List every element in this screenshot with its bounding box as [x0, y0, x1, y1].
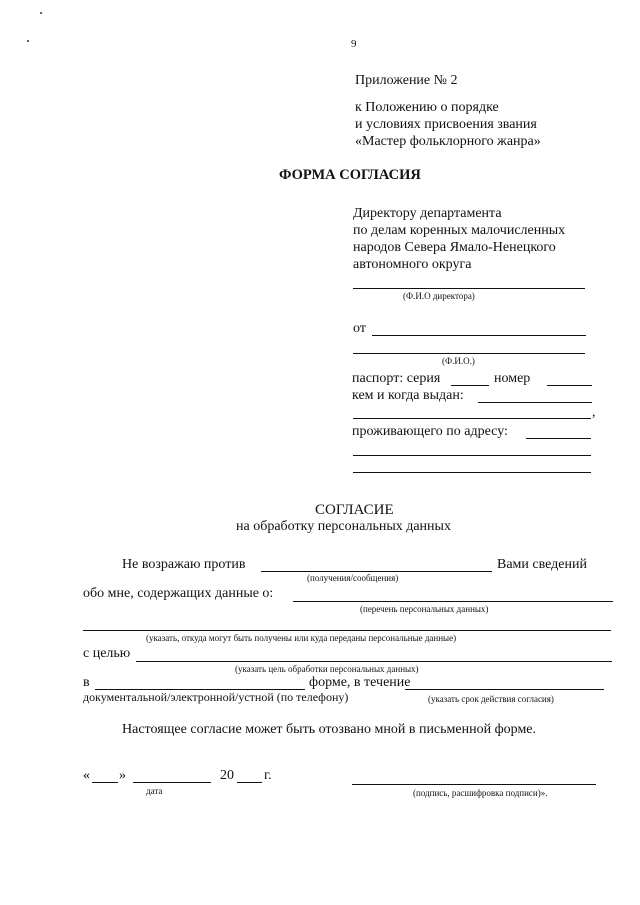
in-label: в [83, 675, 90, 690]
purpose-line[interactable] [136, 661, 612, 662]
consent-subtitle: на обработку персональных данных [236, 519, 451, 534]
action-line[interactable] [261, 571, 492, 572]
scan-speck [40, 12, 42, 14]
consent-title: СОГЛАСИЕ [315, 502, 394, 518]
issued-comma: , [592, 405, 596, 420]
appendix-line: к Положению о порядке [355, 100, 499, 115]
form-types: документальной/электронной/устной (по телефону) [83, 690, 349, 704]
page-number: 9 [351, 38, 357, 50]
date-open-quote: « [83, 768, 90, 783]
director-hint: (Ф.И.О директора) [403, 291, 475, 301]
duration-hint: (указать срок действия согласия) [428, 694, 554, 704]
action-hint: (получения/сообщения) [307, 573, 399, 583]
duration-line[interactable] [405, 689, 604, 690]
personal-data-hint: (перечень персональных данных) [360, 604, 489, 614]
source-hint: (указать, откуда могут быть получены или куда переданы персональные данные) [146, 633, 457, 643]
signature-line[interactable] [352, 784, 596, 785]
date-close-quote: » [119, 768, 126, 783]
issued-label: кем и когда выдан: [352, 388, 464, 403]
passport-series-line[interactable] [451, 385, 489, 386]
from-name-line-2[interactable] [353, 353, 585, 354]
fio-hint: (Ф.И.О.) [442, 356, 475, 366]
personal-data-line[interactable] [293, 601, 613, 602]
passport-number-label: номер [494, 371, 531, 386]
issued-line[interactable] [478, 402, 592, 403]
addressee-line: по делам коренных малочисленных [353, 223, 566, 238]
addressee-line: народов Севера Ямало-Ненецкого [353, 240, 556, 255]
from-name-line[interactable] [372, 335, 586, 336]
signature-hint: (подпись, расшифровка подписи)». [413, 788, 548, 798]
passport-series-label: паспорт: серия [352, 371, 441, 386]
address-label: проживающего по адресу: [352, 424, 508, 439]
year-line[interactable] [237, 782, 262, 783]
address-line[interactable] [526, 438, 591, 439]
month-line[interactable] [133, 782, 211, 783]
year-prefix: 20 [220, 768, 234, 783]
passport-number-line[interactable] [547, 385, 592, 386]
form-title: ФОРМА СОГЛАСИЯ [279, 167, 421, 183]
data-about-label: обо мне, содержащих данные о: [83, 586, 274, 601]
addressee-line: Директору департамента [353, 206, 502, 221]
revocation-text: Настоящее согласие может быть отозвано мной в письменной форме. [122, 722, 537, 737]
director-name-line[interactable] [353, 288, 585, 289]
address-line-3[interactable] [353, 472, 591, 473]
appendix-title: Приложение № 2 [355, 73, 458, 88]
scan-speck [27, 40, 29, 42]
addressee-line: автономного округа [353, 257, 472, 272]
not-object-label: Не возражаю против [122, 557, 246, 572]
day-line[interactable] [92, 782, 118, 783]
appendix-line: и условиях присвоения звания [355, 117, 537, 132]
from-label: от [353, 321, 366, 336]
form-label: форме, в течение [309, 675, 411, 690]
address-line-2[interactable] [353, 455, 591, 456]
source-line[interactable] [83, 630, 611, 631]
date-hint: дата [146, 786, 163, 796]
purpose-label: с целью [83, 646, 131, 661]
purpose-hint: (указать цель обработки персональных данных) [235, 664, 419, 674]
issued-line-2[interactable] [353, 418, 591, 419]
your-info-label: Вами сведений [497, 557, 587, 572]
year-suffix: г. [264, 768, 272, 783]
appendix-line: «Мастер фольклорного жанра» [355, 134, 541, 149]
